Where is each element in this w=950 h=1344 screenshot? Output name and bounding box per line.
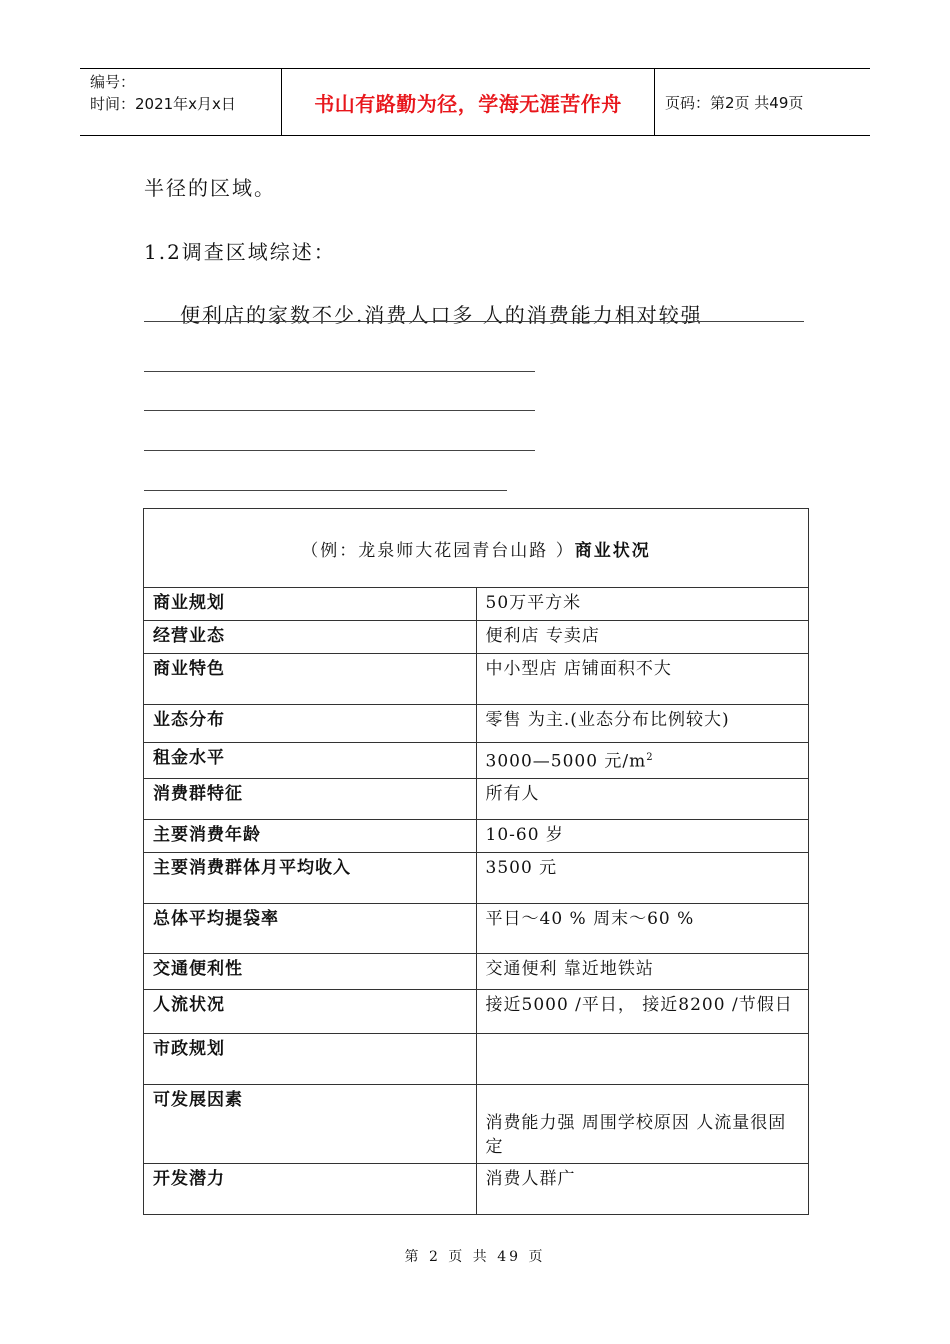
table-row bbox=[144, 1163, 809, 1214]
table-title bbox=[144, 509, 809, 588]
row-value: 3500 元 bbox=[476, 852, 809, 903]
table-row bbox=[144, 743, 809, 779]
table-row bbox=[144, 778, 809, 819]
header-page-info: 页码：第2页 共49页 bbox=[665, 93, 804, 112]
page-header bbox=[80, 68, 870, 136]
row-label: 主要消费群体月平均收入 bbox=[144, 852, 477, 903]
underline-4 bbox=[144, 450, 535, 451]
row-label: 人流状况 bbox=[144, 989, 477, 1033]
table-title-bold: 商业状况 bbox=[574, 540, 651, 561]
table-row bbox=[144, 819, 809, 852]
underline-5 bbox=[144, 490, 507, 491]
row-label: 交通便利性 bbox=[144, 953, 477, 989]
survey-summary: 便利店的家数不少.消费人口多 人的消费能力相对较强 bbox=[180, 303, 703, 327]
row-value: 交通便利 靠近地铁站 bbox=[476, 953, 809, 989]
row-value: 10-60 岁 bbox=[476, 819, 809, 852]
table-row bbox=[144, 953, 809, 989]
table-row bbox=[144, 903, 809, 953]
row-value: 所有人 bbox=[476, 778, 809, 819]
row-label: 主要消费年龄 bbox=[144, 819, 477, 852]
header-meta bbox=[80, 69, 282, 135]
table-row bbox=[144, 989, 809, 1033]
table-row bbox=[144, 588, 809, 621]
row-label: 消费群特征 bbox=[144, 778, 477, 819]
row-label: 市政规划 bbox=[144, 1033, 477, 1084]
row-label: 总体平均提袋率 bbox=[144, 903, 477, 953]
row-label: 租金水平 bbox=[144, 743, 477, 779]
underline-1 bbox=[144, 321, 804, 322]
row-value: 零售 为主.(业态分布比例较大) bbox=[476, 705, 809, 743]
table-row bbox=[144, 1033, 809, 1084]
body-line-1: 半径的区域。 bbox=[144, 176, 276, 200]
table-title-row bbox=[144, 509, 809, 588]
table-row bbox=[144, 852, 809, 903]
row-value: 消费能力强 周围学校原因 人流量很固定 bbox=[476, 1084, 809, 1163]
header-number-label: 编号： bbox=[90, 73, 136, 91]
row-label: 商业特色 bbox=[144, 654, 477, 705]
table-row bbox=[144, 654, 809, 705]
row-value: 便利店 专卖店 bbox=[476, 621, 809, 654]
row-label: 业态分布 bbox=[144, 705, 477, 743]
row-label: 可发展因素 bbox=[144, 1084, 477, 1163]
row-value: 消费人群广 bbox=[476, 1163, 809, 1214]
row-label: 开发潜力 bbox=[144, 1163, 477, 1214]
rent-range: 3000—5000 元/m bbox=[485, 751, 647, 772]
row-label: 商业规划 bbox=[144, 588, 477, 621]
row-value: 接近5000 /平日， 接近8200 /节假日 bbox=[476, 989, 809, 1033]
section-heading: 1.2调查区域综述： bbox=[144, 240, 336, 264]
row-value bbox=[476, 1033, 809, 1084]
table-row bbox=[144, 621, 809, 654]
underline-3 bbox=[144, 410, 535, 411]
row-label: 经营业态 bbox=[144, 621, 477, 654]
table-row bbox=[144, 1084, 809, 1163]
commercial-status-table bbox=[143, 508, 809, 1215]
underline-2 bbox=[144, 371, 535, 372]
row-value bbox=[476, 743, 809, 779]
table-row bbox=[144, 705, 809, 743]
rent-unit-superscript: 2 bbox=[646, 752, 654, 763]
header-motto: 书山有路勤为径，学海无涯苦作舟 bbox=[282, 69, 655, 135]
row-value: 平日～40 % 周末～60 % bbox=[476, 903, 809, 953]
table-title-prefix: （例：龙泉师大花园青台山路 ） bbox=[301, 540, 575, 561]
row-value: 50万平方米 bbox=[476, 588, 809, 621]
page-footer: 第 2 页 共 49 页 bbox=[404, 1249, 546, 1265]
header-time-label: 时间：2021年x月x日 bbox=[90, 95, 236, 113]
row-value: 中小型店 店铺面积不大 bbox=[476, 654, 809, 705]
